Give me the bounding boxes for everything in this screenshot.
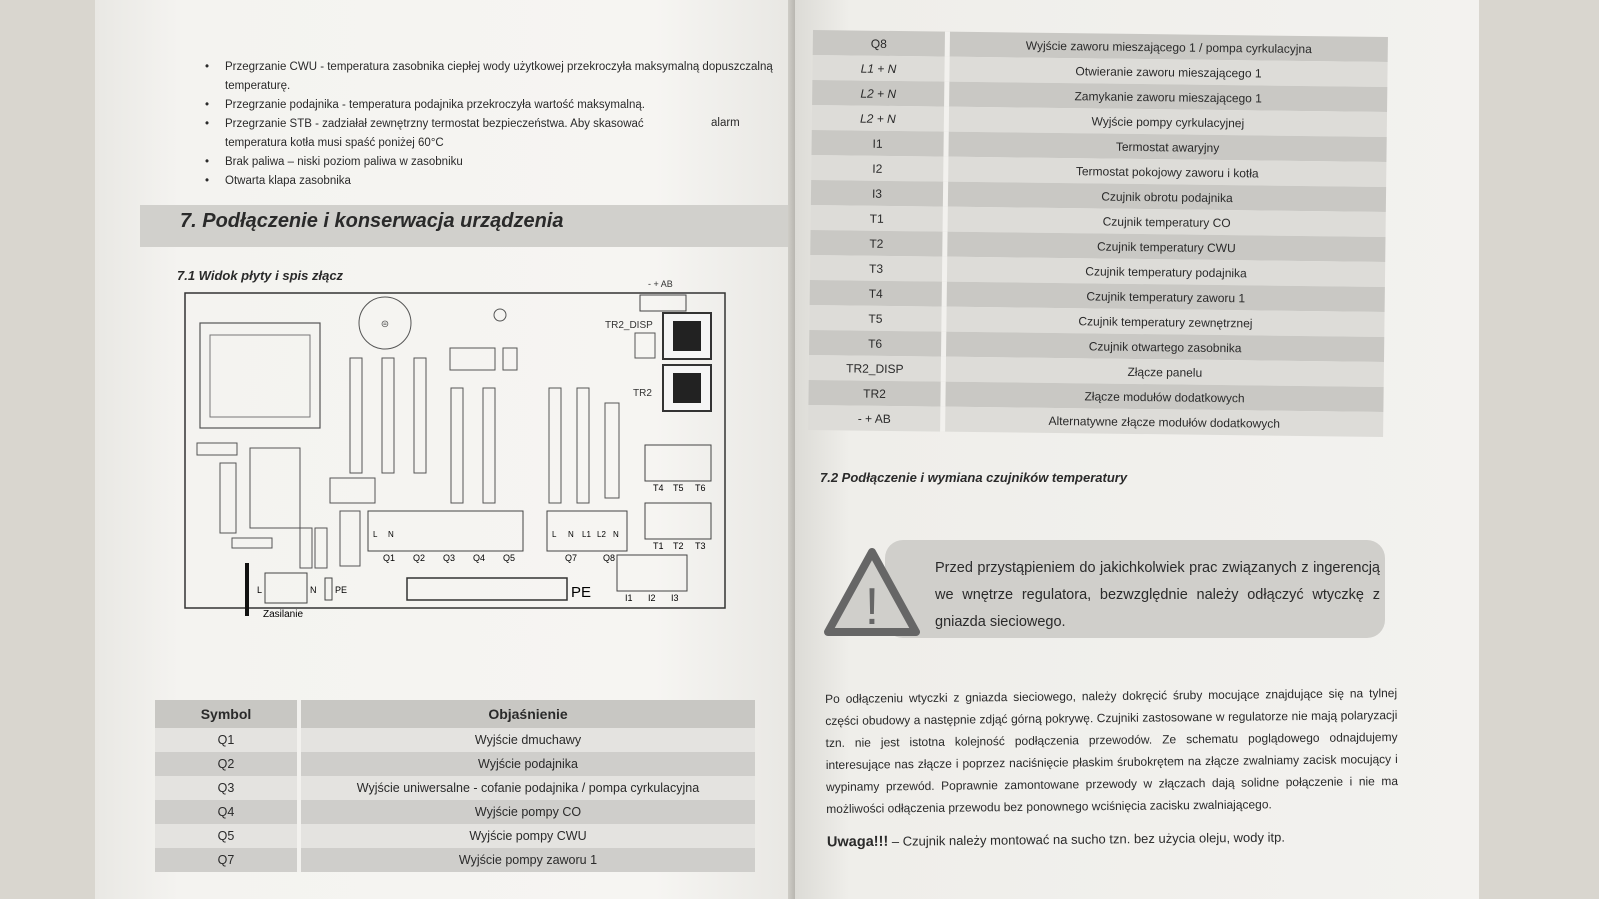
description-cell: Termostat pokojowy zaworu i kotła bbox=[946, 157, 1387, 187]
column-header: Objaśnienie bbox=[299, 700, 755, 728]
symbol-cell: L2 + N bbox=[812, 80, 947, 107]
symbol-cell: Q7 bbox=[155, 848, 299, 872]
output-label-q1: Q1 bbox=[383, 553, 396, 563]
description-cell: Złącze panelu bbox=[943, 357, 1384, 387]
note bbox=[827, 830, 1285, 851]
description-cell: Wyjście pompy CO bbox=[299, 800, 755, 824]
symbol-cell: I3 bbox=[811, 180, 946, 207]
sensor-label-t2: T2 bbox=[673, 541, 684, 551]
symbol-cell: T4 bbox=[810, 280, 945, 307]
column-header: Symbol bbox=[155, 700, 299, 728]
tr2-disp-label: TR2_DISP bbox=[605, 320, 653, 331]
description-cell: Otwieranie zaworu mieszającego 1 bbox=[947, 57, 1388, 87]
symbol-cell: T5 bbox=[809, 305, 944, 332]
description-cell: Czujnik obrotu podajnika bbox=[945, 182, 1386, 212]
alarm-word: alarm bbox=[711, 117, 740, 129]
table-row bbox=[155, 848, 755, 872]
description-cell: Czujnik temperatury zaworu 1 bbox=[944, 282, 1385, 312]
description-cell: Zamykanie zaworu mieszającego 1 bbox=[947, 82, 1388, 112]
sensor-label-t4: T4 bbox=[653, 483, 664, 493]
sensor-label-t6: T6 bbox=[695, 483, 706, 493]
power-label: Zasilanie bbox=[263, 609, 304, 620]
board-diagram bbox=[185, 279, 733, 620]
symbol-cell: T1 bbox=[811, 205, 946, 232]
q8-terminal: L2 bbox=[597, 530, 606, 539]
symbol-cell: Q5 bbox=[155, 824, 299, 848]
pe-small-label: PE bbox=[335, 585, 348, 595]
symbol-cell: L2 + N bbox=[812, 105, 947, 132]
symbol-cell: I1 bbox=[811, 130, 946, 157]
alarm-list bbox=[205, 58, 775, 191]
svg-text:⊜: ⊜ bbox=[380, 319, 390, 330]
ab-label: - + AB bbox=[648, 279, 673, 289]
warning-triangle-icon bbox=[823, 546, 921, 638]
symbol-cell: I2 bbox=[811, 155, 946, 182]
table-row bbox=[155, 776, 755, 800]
sensor-label-t1: T1 bbox=[653, 541, 664, 551]
description-cell: Wyjście dmuchawy bbox=[299, 728, 755, 752]
symbol-cell: T3 bbox=[810, 255, 945, 282]
power-terminal-l: L bbox=[257, 585, 263, 595]
sensor-label-t5: T5 bbox=[673, 483, 684, 493]
q8-terminal: N bbox=[613, 530, 619, 539]
q8-terminal: L1 bbox=[582, 530, 591, 539]
table-row bbox=[155, 752, 755, 776]
description-cell: Wyjście podajnika bbox=[299, 752, 755, 776]
description-cell: Wyjście zaworu mieszającego 1 / pompa cyrkulacyjna bbox=[947, 32, 1388, 62]
output-label-q5: Q5 bbox=[503, 553, 516, 563]
description-cell: Wyjście pompy CWU bbox=[299, 824, 755, 848]
description-cell: Czujnik temperatury CWU bbox=[945, 232, 1386, 262]
instructions-paragraph: Po odłączeniu wtyczki z gniazda sieciowego, należy dokręcić śruby mocujące znajdujące się na tylnej części obudowy a następnie zdjąć górną pokrywę. Czujniki zastosowane w regulatorze nie mają polaryzacji tzn. nie jest istotna kolejność podłączenia przewodów. Ze schematu poglądowego odnajdujemy interesujące nas złącze i poprzez naciśnięcie płaskim śrubokrętem na złącze zwalniamy zacisk mocujący i wypinamy przewód. Poprawnie zamontowane przewody w złączach dają solidne połączenie i nie ma możliwości odłączenia przewodu bez ponownego wciśnięcia zacisku zwalniającego. bbox=[825, 686, 1399, 816]
output-label-q4: Q4 bbox=[473, 553, 486, 563]
description-cell: Wyjście pompy zaworu 1 bbox=[299, 848, 755, 872]
symbol-cell: Q8 bbox=[813, 30, 948, 57]
right-page bbox=[795, 0, 1479, 899]
symbol-cell: - + AB bbox=[808, 405, 943, 432]
subsection-title: 7.1 Widok płyty i spis złącz bbox=[177, 268, 344, 283]
description-cell: Czujnik temperatury podajnika bbox=[944, 257, 1385, 287]
note-text: – Czujnik należy montować na sucho tzn. bez użycia oleju, wody itp. bbox=[888, 829, 1285, 849]
description-cell: Czujnik otwartego zasobnika bbox=[944, 332, 1385, 362]
note-label: Uwaga!!! bbox=[826, 833, 889, 851]
subsection-title-sensors: 7.2 Podłączenie i wymiana czujników temperatury bbox=[820, 470, 1128, 485]
description-cell: Czujnik temperatury CO bbox=[945, 207, 1386, 237]
power-terminal-n: N bbox=[310, 585, 317, 595]
pe-label: PE bbox=[571, 584, 592, 601]
list-item: • Przegrzanie CWU - temperatura zasobnika ciepłej wody użytkowej przekroczyła maksymalną dopuszczalną temperaturę. bbox=[205, 58, 775, 96]
sensor-label-t3: T3 bbox=[695, 541, 706, 551]
list-item: • Przegrzanie podajnika - temperatura podajnika przekroczyła wartość maksymalną. bbox=[205, 96, 775, 115]
description-cell: Czujnik temperatury zewnętrznej bbox=[944, 307, 1385, 337]
description-cell: Termostat awaryjny bbox=[946, 132, 1387, 162]
symbol-cell: TR2_DISP bbox=[809, 355, 944, 382]
output-label-q3: Q3 bbox=[443, 553, 456, 563]
output-label-q2: Q2 bbox=[413, 553, 426, 563]
left-page bbox=[95, 0, 795, 899]
table-row bbox=[155, 728, 755, 752]
q8-terminal: L bbox=[552, 530, 557, 539]
symbol-cell: Q3 bbox=[155, 776, 299, 800]
terminal-n: N bbox=[388, 530, 394, 539]
connector-table bbox=[155, 700, 755, 872]
symbol-cell: Q1 bbox=[155, 728, 299, 752]
symbol-cell: TR2 bbox=[808, 380, 943, 407]
table-row bbox=[155, 800, 755, 824]
connector-table-continued bbox=[808, 30, 1388, 437]
terminal-l: L bbox=[373, 530, 378, 539]
symbol-cell: T2 bbox=[810, 230, 945, 257]
list-item: • Otwarta klapa zasobnika bbox=[205, 172, 775, 191]
list-item: • Przegrzanie STB - zadziałał zewnętrzny termostat bezpieczeństwa. Aby skasować temperatura kotła musi spaść poniżej 60°C bbox=[205, 115, 775, 153]
symbol-cell: Q2 bbox=[155, 752, 299, 776]
output-label-q7: Q7 bbox=[565, 553, 578, 563]
tr2-label: TR2 bbox=[633, 388, 652, 399]
table-row bbox=[155, 824, 755, 848]
description-cell: Złącze modułów dodatkowych bbox=[943, 382, 1384, 412]
warning-glyph: ! bbox=[864, 578, 880, 636]
q8-terminal: N bbox=[568, 530, 574, 539]
warning-text: Przed przystąpieniem do jakichkolwiek prac związanych z ingerencją we wnętrze regulatora, bezwzględnie należy odłączyć wtyczkę z gniazda sieciowego. bbox=[935, 560, 1380, 630]
list-item: • Brak paliwa – niski poziom paliwa w zasobniku bbox=[205, 153, 775, 172]
description-cell: Wyjście uniwersalne - cofanie podajnika / pompa cyrkulacyjna bbox=[299, 776, 755, 800]
symbol-cell: T6 bbox=[809, 330, 944, 357]
description-cell: Alternatywne złącze modułów dodatkowych bbox=[943, 407, 1384, 437]
output-label-q8: Q8 bbox=[603, 553, 616, 563]
input-label-i2: I2 bbox=[648, 593, 656, 603]
symbol-cell: L1 + N bbox=[812, 55, 947, 82]
description-cell: Wyjście pompy cyrkulacyjnej bbox=[946, 107, 1387, 137]
input-label-i3: I3 bbox=[671, 593, 679, 603]
section-title: 7. Podłączenie i konserwacja urządzenia bbox=[180, 210, 564, 232]
input-label-i1: I1 bbox=[625, 593, 633, 603]
symbol-cell: Q4 bbox=[155, 800, 299, 824]
